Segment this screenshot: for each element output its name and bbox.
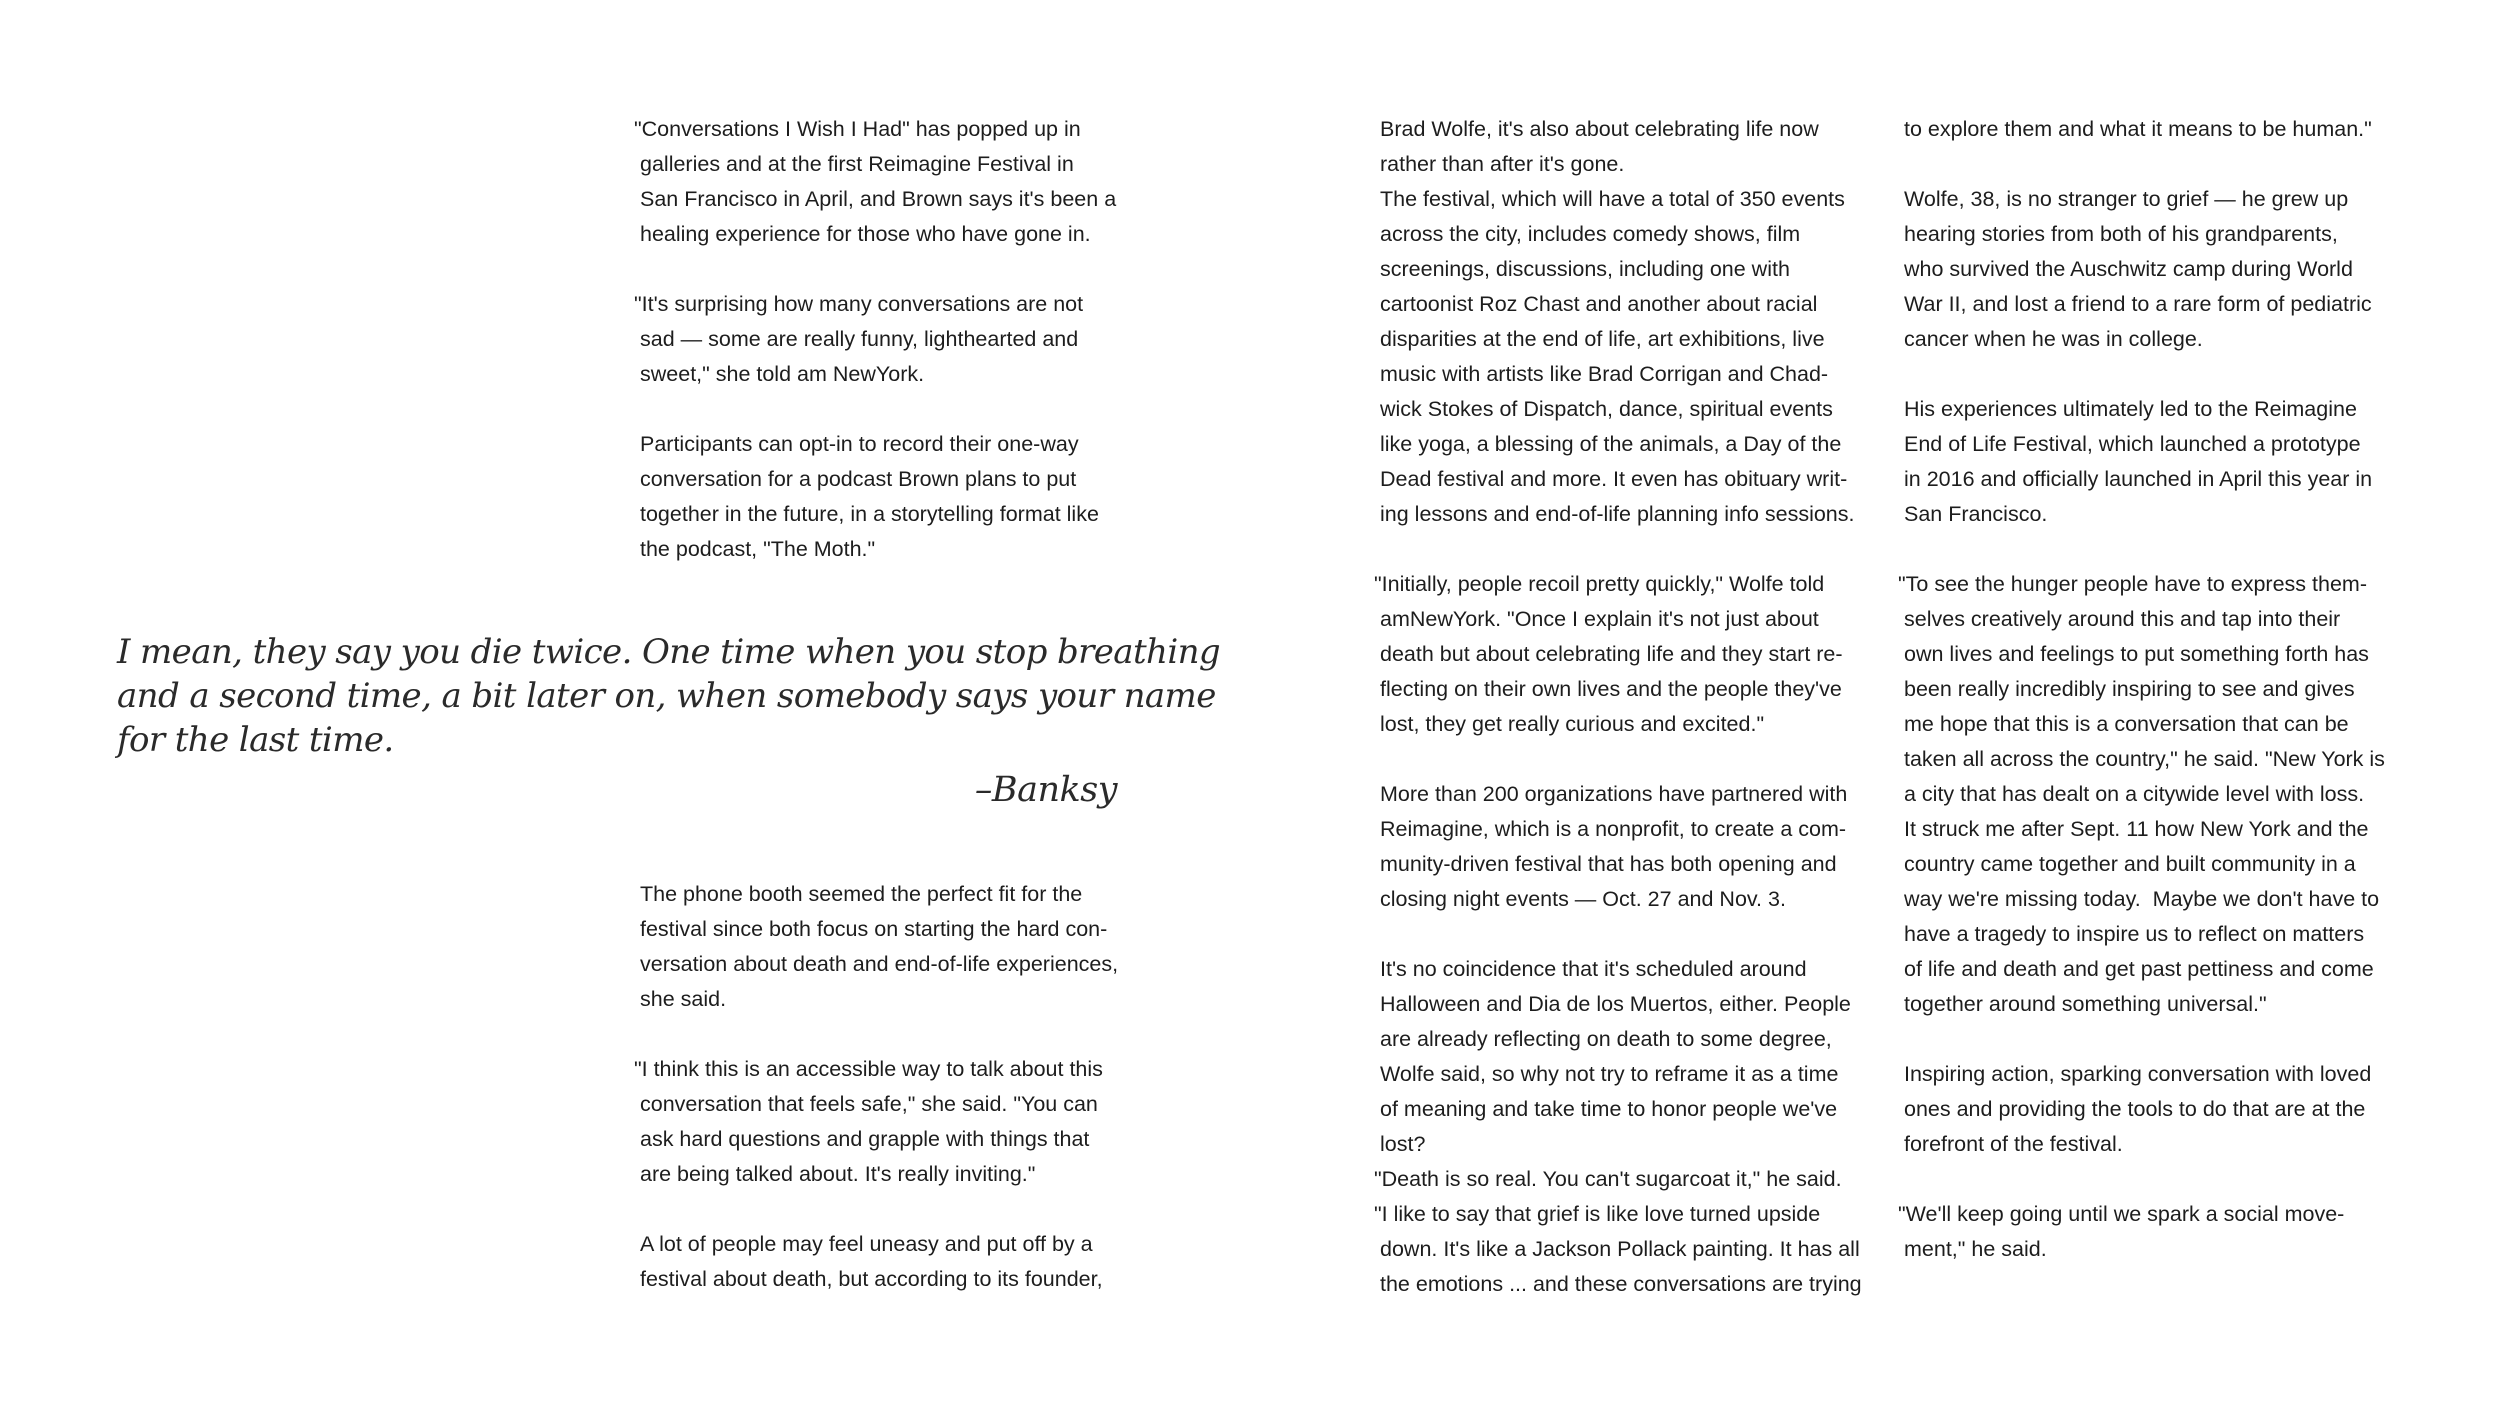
text-line: "I think this is an accessible way to talk about this: [634, 1057, 1103, 1081]
text-line: music with artists like Brad Corrigan and Chad-: [1380, 362, 1829, 386]
text-line: across the city, includes comedy shows, film: [1380, 222, 1801, 246]
text-line: like yoga, a blessing of the animals, a Day of the: [1380, 432, 1842, 456]
text-line: The phone booth seemed the perfect fit for the: [640, 882, 1083, 906]
text-line: taken all across the country," he said. "New York is: [1904, 747, 2385, 771]
text-line: to explore them and what it means to be human.": [1904, 117, 2372, 141]
text-line: rather than after it's gone.: [1380, 152, 1625, 176]
text-line: country came together and built community in a: [1904, 852, 2356, 876]
text-line: way we're missing today. Maybe we don't have to: [1904, 887, 2380, 911]
text-line: munity-driven festival that has both opening and: [1380, 852, 1837, 876]
quote-line: for the last time.: [117, 720, 394, 760]
paragraph-break: [640, 392, 1160, 427]
article-column-middle: [1374, 112, 1900, 1302]
text-line: sweet," she told am NewYork.: [640, 362, 925, 386]
text-line: Reimagine, which is a nonprofit, to create a com-: [1380, 817, 1847, 841]
text-line: lost?: [1380, 1132, 1426, 1156]
text-line: who survived the Auschwitz camp during World: [1904, 257, 2353, 281]
text-line: "I like to say that grief is like love turned upside: [1374, 1202, 1821, 1226]
text-line: War II, and lost a friend to a rare form of pediatric: [1904, 292, 2372, 316]
text-line: closing night events — Oct. 27 and Nov. 3.: [1380, 887, 1786, 911]
text-line: The festival, which will have a total of 350 events: [1380, 187, 1845, 211]
text-line: "Conversations I Wish I Had" has popped up in: [634, 117, 1081, 141]
text-line: Inspiring action, sparking conversation with loved: [1904, 1062, 2372, 1086]
text-line: amNewYork. "Once I explain it's not just about: [1380, 607, 1819, 631]
text-line: hearing stories from both of his grandparents,: [1904, 222, 2338, 246]
text-line: have a tragedy to inspire us to reflect on matters: [1904, 922, 2365, 946]
paragraph-break: [1380, 532, 1900, 567]
text-line: flecting on their own lives and the people they've: [1380, 677, 1842, 701]
text-line: selves creatively around this and tap into their: [1904, 607, 2341, 631]
text-line: the emotions ... and these conversations are trying: [1380, 1272, 1862, 1296]
text-line: the podcast, "The Moth.": [640, 537, 876, 561]
text-line: ing lessons and end-of-life planning info sessions.: [1380, 502, 1855, 526]
text-line: festival since both focus on starting the hard con-: [640, 917, 1108, 941]
text-line: forefront of the festival.: [1904, 1132, 2123, 1156]
paragraph-break: [1904, 532, 2424, 567]
text-line: healing experience for those who have gone in.: [640, 222, 1091, 246]
text-line: More than 200 organizations have partnered with: [1380, 782, 1848, 806]
text-line: "We'll keep going until we spark a social move-: [1898, 1202, 2345, 1226]
text-line: disparities at the end of life, art exhibitions, live: [1380, 327, 1825, 351]
text-line: It struck me after Sept. 11 how New York and the: [1904, 817, 2369, 841]
text-line: Dead festival and more. It even has obituary writ-: [1380, 467, 1848, 491]
text-line: together in the future, in a storytelling format like: [640, 502, 1099, 526]
text-line: in 2016 and officially launched in April this year in: [1904, 467, 2373, 491]
text-line: of meaning and take time to honor people we've: [1380, 1097, 1838, 1121]
text-line: San Francisco.: [1904, 502, 2048, 526]
paragraph-break: [640, 1192, 1160, 1227]
text-line: "It's surprising how many conversations are not: [634, 292, 1084, 316]
text-line: End of Life Festival, which launched a prototype: [1904, 432, 2361, 456]
paragraph-break: [1380, 917, 1900, 952]
text-line: a city that has dealt on a citywide level with loss.: [1904, 782, 2365, 806]
text-line: are already reflecting on death to some degree,: [1380, 1027, 1832, 1051]
paragraph-break: [1904, 147, 2424, 182]
paragraph-break: [1904, 1162, 2424, 1197]
text-line: festival about death, but according to its founder,: [640, 1267, 1103, 1291]
text-line: death but about celebrating life and they start re-: [1380, 642, 1843, 666]
text-line: conversation that feels safe," she said. "You can: [640, 1092, 1098, 1116]
text-line: ask hard questions and grapple with things that: [640, 1127, 1090, 1151]
text-line: down. It's like a Jackson Pollack painting. It has all: [1380, 1237, 1860, 1261]
text-line: screenings, discussions, including one with: [1380, 257, 1790, 281]
paragraph-break: [1380, 742, 1900, 777]
text-line: ones and providing the tools to do that are at the: [1904, 1097, 2366, 1121]
text-line: "Death is so real. You can't sugarcoat it," he said.: [1374, 1167, 1842, 1191]
text-line: wick Stokes of Dispatch, dance, spiritual events: [1380, 397, 1833, 421]
paragraph-break: [1904, 357, 2424, 392]
text-line: Brad Wolfe, it's also about celebrating life now: [1380, 117, 1819, 141]
text-line: Halloween and Dia de los Muertos, either. People: [1380, 992, 1851, 1016]
paragraph-break: [640, 252, 1160, 287]
text-line: own lives and feelings to put something forth has: [1904, 642, 2369, 666]
text-line: versation about death and end-of-life experiences,: [640, 952, 1119, 976]
text-line: cartoonist Roz Chast and another about racial: [1380, 292, 1818, 316]
text-line: Wolfe, 38, is no stranger to grief — he grew up: [1904, 187, 2349, 211]
pull-quote: [117, 630, 1221, 762]
quote-line: and a second time, a bit later on, when somebody says your name: [117, 676, 1216, 716]
text-line: are being talked about. It's really inviting.": [640, 1162, 1036, 1186]
text-line: Participants can opt-in to record their one-way: [640, 432, 1079, 456]
paragraph-break: [1904, 1022, 2424, 1057]
text-line: A lot of people may feel uneasy and put off by a: [640, 1232, 1093, 1256]
text-line: sad — some are really funny, lighthearted and: [640, 327, 1079, 351]
text-line: together around something universal.": [1904, 992, 2267, 1016]
text-line: It's no coincidence that it's scheduled around: [1380, 957, 1807, 981]
text-line: Wolfe said, so why not try to reframe it as a time: [1380, 1062, 1839, 1086]
text-line: me hope that this is a conversation that can be: [1904, 712, 2349, 736]
pull-quote-attribution: –Banksy: [974, 770, 1117, 810]
text-line: been really incredibly inspiring to see and gives: [1904, 677, 2355, 701]
article-column-left-top: [634, 112, 1160, 567]
text-line: "Initially, people recoil pretty quickly," Wolfe told: [1374, 572, 1825, 596]
text-line: galleries and at the first Reimagine Festival in: [640, 152, 1074, 176]
text-line: cancer when he was in college.: [1904, 327, 2203, 351]
text-line: she said.: [640, 987, 727, 1011]
text-line: of life and death and get past pettiness and come: [1904, 957, 2374, 981]
text-line: lost, they get really curious and excited.": [1380, 712, 1765, 736]
text-line: "To see the hunger people have to express them-: [1898, 572, 2367, 596]
text-line: His experiences ultimately led to the Reimagine: [1904, 397, 2357, 421]
text-line: ment," he said.: [1904, 1237, 2047, 1261]
quote-line: I mean, they say you die twice. One time when you stop breathing: [117, 632, 1221, 672]
article-column-right: [1898, 112, 2424, 1267]
paragraph-break: [640, 1017, 1160, 1052]
text-line: San Francisco in April, and Brown says it's been a: [640, 187, 1117, 211]
text-line: conversation for a podcast Brown plans to put: [640, 467, 1077, 491]
article-column-left-bottom: [634, 877, 1160, 1297]
